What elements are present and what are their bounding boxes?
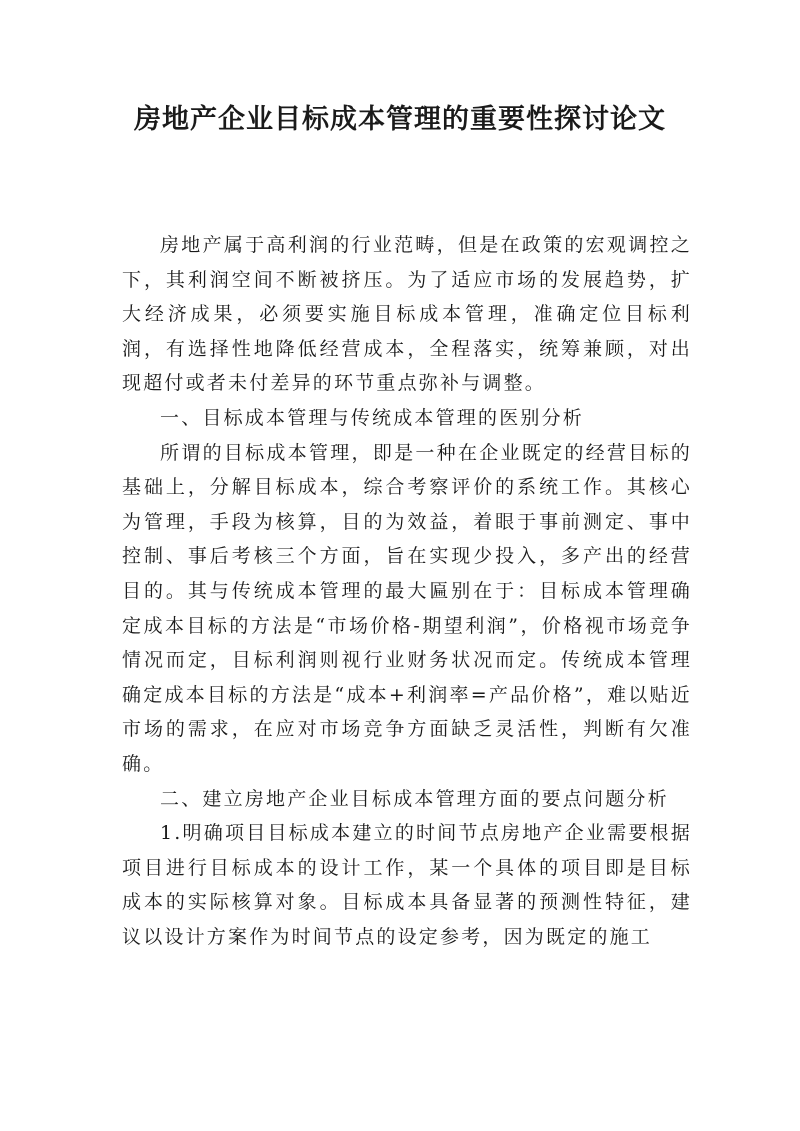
section-heading: 一、目标成本管理与传统成本管理的医别分析 — [160, 406, 585, 429]
document-body — [122, 228, 692, 954]
section-heading: 二、建立房地产企业目标成本管理方面的要点问题分析 — [160, 787, 669, 810]
body-paragraph: 房地产属于高利润的行业范畴，但是在政策的宏观调控之下，其利润空间不断被挤压。为了适应市场的发展趋势，扩大经济成果，必须要实施目标成本管理，准确定位目标利润，有选择性地降低经营成本，全程落实，统筹兼顾，对出现超付或者未付差异的环节重点弥补与调整。 — [122, 234, 692, 395]
body-paragraph: 所谓的目标成本管理，即是一种在企业既定的经营目标的基础上，分解目标成本，综合考察评价的系统工作。其核心为管理，手段为核算，目的为效益，着眼于事前测定、事中控制、事后考核三个方面，旨在实现少投入，多产出的经营目的。其与传统成本管理的最大匾别在于：目标成本管理确定成本目标的方法是“市场价格-期望利润”，价格视市场竞争情况而定，目标利润则视行业财务状况而定。传统成本管理确定成本目标的方法是“成本+利润率=产品价格”，难以贴近市场的需求，在应对市场竞争方面缺乏灵活性，判断有欠准确。 — [122, 441, 692, 775]
document-title: 房地产企业目标成本管理的重要性探讨论文 — [134, 104, 666, 135]
body-paragraph: 1.明确项目目标成本建立的时间节点房地产企业需要根据项目进行目标成本的设计工作，某一个具体的项目即是目标成本的实际核算对象。目标成本具备显著的预测性特征，建议以设计方案作为时间节点的设定参考，因为既定的施工 — [122, 822, 692, 948]
